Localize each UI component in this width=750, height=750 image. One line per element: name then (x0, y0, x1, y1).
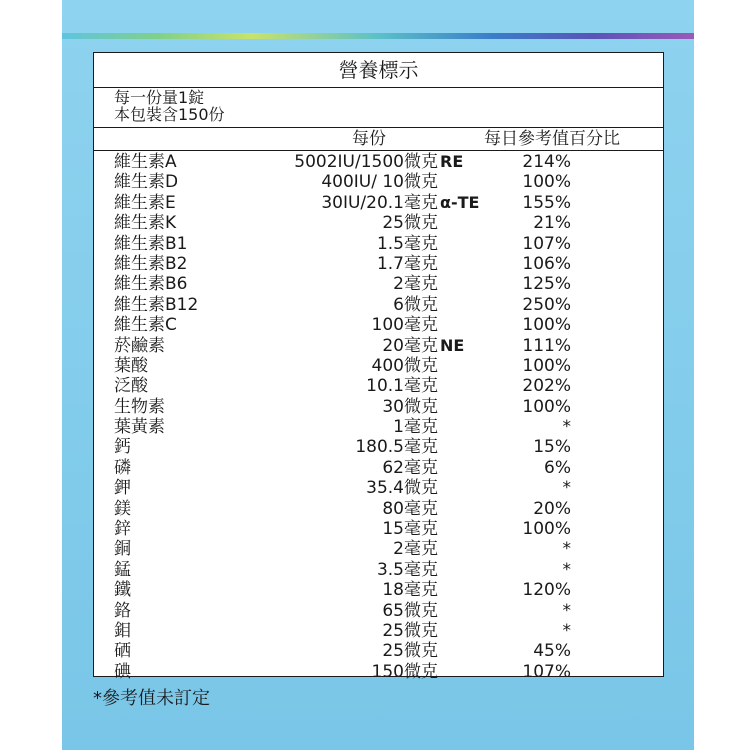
nutrient-row (94, 274, 663, 294)
nutrient-row (94, 437, 663, 457)
nutrient-row (94, 499, 663, 519)
nutrient-row (94, 601, 663, 621)
nutrient-amount: 25微克 (382, 641, 438, 662)
nutrient-amount: 80毫克 (382, 498, 438, 519)
nutrient-daily-value: 107% (522, 233, 571, 254)
servings-per-package: 本包裝含150份 (114, 105, 225, 124)
nutrient-name: 維生素B12 (114, 294, 199, 315)
nutrient-row (94, 172, 663, 192)
nutrient-name: 維生素B2 (114, 253, 188, 274)
nutrient-daily-value: 15% (533, 437, 571, 458)
nutrient-name: 維生素A (114, 152, 177, 172)
nutrient-name: 錳 (114, 559, 131, 580)
nutrient-name: 維生素E (114, 192, 176, 213)
nutrient-daily-value: 100% (522, 396, 571, 417)
column-header (94, 128, 663, 151)
nutrient-row (94, 295, 663, 315)
nutrient-name: 維生素K (114, 213, 177, 234)
nutrient-daily-value: 106% (522, 253, 571, 274)
nutrient-amount: 25微克 (382, 620, 438, 641)
nutrient-row (94, 662, 663, 682)
nutrient-name: 維生素D (114, 172, 179, 193)
nutrient-daily-value: 20% (533, 498, 571, 519)
nutrient-name: 銅 (114, 539, 131, 560)
nutrient-row (94, 315, 663, 335)
nutrient-row (94, 254, 663, 274)
nutrient-unit-note: NE (440, 335, 465, 355)
nutrient-amount: 18毫克 (382, 580, 438, 601)
rainbow-stripe (62, 33, 694, 39)
nutrient-amount: 6微克 (393, 294, 438, 315)
nutrient-daily-value: 155% (522, 192, 571, 213)
nutrient-name: 鉬 (114, 620, 131, 641)
nutrient-name: 菸鹼素 (114, 335, 165, 356)
nutrient-name: 維生素B1 (114, 233, 188, 254)
nutrient-name: 生物素 (114, 396, 165, 417)
nutrient-amount: 1毫克 (393, 417, 438, 438)
nutrient-name: 葉酸 (114, 355, 148, 376)
nutrient-row (94, 621, 663, 641)
nutrient-daily-value: 202% (522, 376, 571, 397)
nutrient-row (94, 417, 663, 437)
nutrient-amount: 1.5毫克 (376, 233, 438, 254)
nutrient-daily-value: * (562, 600, 571, 621)
nutrient-row (94, 560, 663, 580)
nutrient-amount: 20毫克 (382, 335, 438, 356)
nutrient-daily-value: 250% (522, 294, 571, 315)
nutrient-daily-value: 214% (522, 152, 571, 172)
nutrient-amount: 30IU/20.1毫克 (321, 192, 438, 213)
nutrient-name: 維生素C (114, 315, 177, 336)
nutrient-amount: 25微克 (382, 213, 438, 234)
nutrient-daily-value: 100% (522, 172, 571, 193)
nutrient-name: 碘 (114, 661, 131, 682)
nutrient-amount: 180.5毫克 (355, 437, 438, 458)
nutrient-amount: 150微克 (371, 661, 438, 682)
nutrient-name: 鉻 (114, 600, 131, 621)
nutrient-daily-value: * (562, 478, 571, 499)
nutrient-row (94, 376, 663, 396)
nutrition-label (93, 52, 664, 682)
nutrient-amount: 2毫克 (393, 539, 438, 560)
nutrient-unit-note: α-TE (440, 192, 480, 212)
nutrient-amount: 65微克 (382, 600, 438, 621)
nutrient-row (94, 580, 663, 600)
nutrient-row (94, 539, 663, 559)
nutrient-name: 硒 (114, 641, 131, 662)
nutrient-amount: 35.4微克 (366, 478, 438, 499)
nutrient-row (94, 213, 663, 233)
header-daily-value: 每日參考值百分比 (484, 129, 620, 149)
nutrient-amount: 2毫克 (393, 274, 438, 295)
nutrient-daily-value: 100% (522, 519, 571, 540)
nutrient-amount: 1.7毫克 (376, 253, 438, 274)
nutrient-row (94, 356, 663, 376)
nutrient-row (94, 397, 663, 417)
nutrient-name: 葉黃素 (114, 417, 165, 438)
nutrient-row (94, 234, 663, 254)
nutrient-row (94, 152, 663, 172)
serving-size: 每一份量1錠 (114, 88, 205, 107)
nutrient-name: 維生素B6 (114, 274, 188, 295)
nutrient-row (94, 193, 663, 213)
header-amount: 每份 (352, 129, 386, 149)
nutrient-amount: 30微克 (382, 396, 438, 417)
nutrient-amount: 15毫克 (382, 519, 438, 540)
nutrient-name: 鐵 (114, 580, 131, 601)
nutrient-amount: 100毫克 (371, 315, 438, 336)
nutrient-daily-value: 100% (522, 355, 571, 376)
nutrient-daily-value: 120% (522, 580, 571, 601)
nutrient-amount: 400IU/ 10微克 (321, 172, 438, 193)
nutrient-amount: 62毫克 (382, 457, 438, 478)
nutrient-row (94, 641, 663, 661)
label-title: 營養標示 (94, 53, 663, 88)
nutrient-name: 鋅 (114, 519, 131, 540)
nutrient-name: 鈣 (114, 437, 131, 458)
nutrient-name: 泛酸 (114, 376, 148, 397)
nutrient-daily-value: * (562, 539, 571, 560)
serving-info (94, 88, 663, 128)
nutrient-daily-value: 21% (533, 213, 571, 234)
nutrient-name: 鉀 (114, 478, 131, 499)
nutrient-daily-value: * (562, 620, 571, 641)
nutrient-amount: 10.1毫克 (366, 376, 438, 397)
nutrient-daily-value: 6% (544, 457, 571, 478)
nutrient-row (94, 336, 663, 356)
nutrient-name: 磷 (114, 457, 131, 478)
nutrient-name: 鎂 (114, 498, 131, 519)
nutrient-daily-value: 45% (533, 641, 571, 662)
nutrient-row (94, 458, 663, 478)
nutrient-amount: 400微克 (371, 355, 438, 376)
nutrient-amount: 5002IU/1500微克 (294, 152, 438, 172)
nutrient-row (94, 478, 663, 498)
nutrient-daily-value: 111% (522, 335, 571, 356)
nutrient-daily-value: 125% (522, 274, 571, 295)
nutrient-daily-value: 107% (522, 661, 571, 682)
nutrient-row (94, 519, 663, 539)
nutrient-daily-value: 100% (522, 315, 571, 336)
nutrient-daily-value: * (562, 417, 571, 438)
nutrient-unit-note: RE (440, 152, 464, 171)
nutrient-amount: 3.5毫克 (376, 559, 438, 580)
footnote: *參考值未訂定 (93, 688, 210, 709)
nutrient-daily-value: * (562, 559, 571, 580)
nutrient-list (94, 151, 663, 682)
